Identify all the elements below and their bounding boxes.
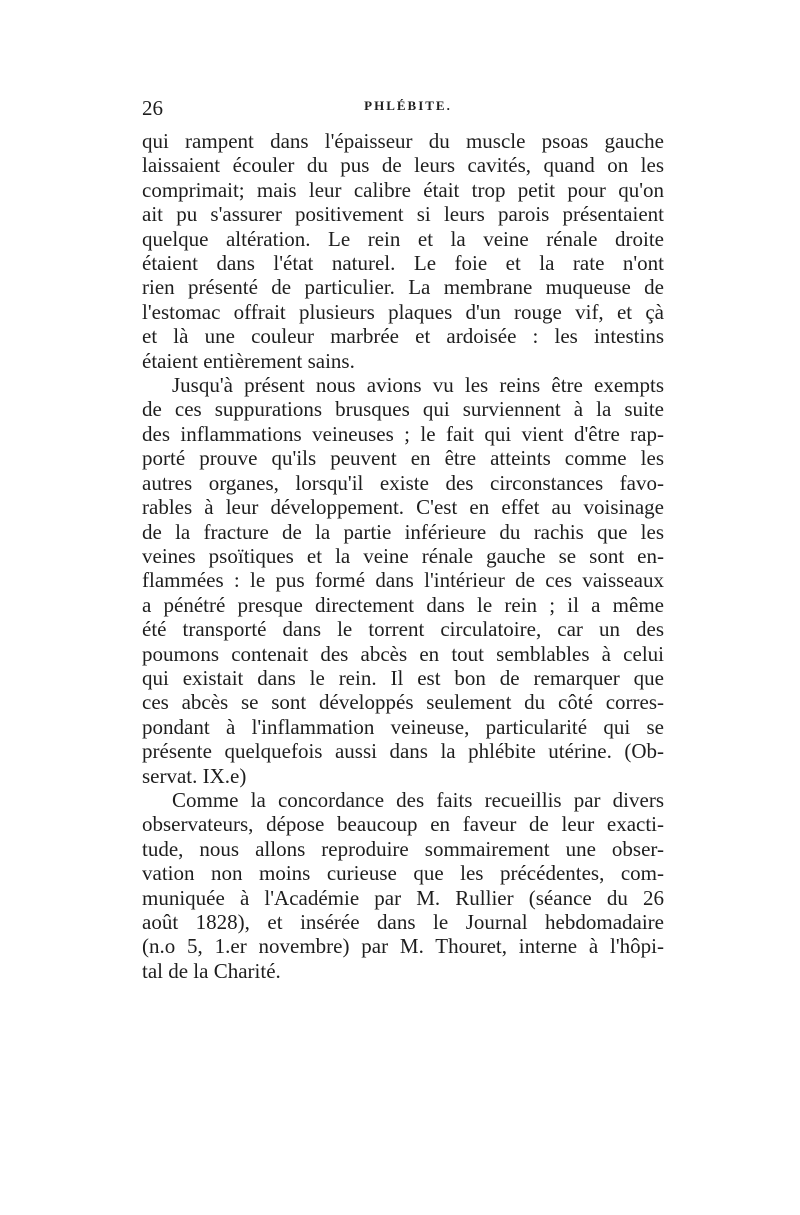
text-line: autres organes, lorsqu'il existe des circonstances favo- <box>142 470 664 495</box>
text-line: et là une couleur marbrée et ardoisée : les intestins <box>142 324 664 349</box>
text-line: qui rampent dans l'épaisseur du muscle psoas gauche <box>142 129 664 153</box>
text-line: poumons contenait des abcès en tout semblables à celui <box>142 641 664 666</box>
text-line: étaient entièrement sains. <box>142 348 355 373</box>
text-line: comprimait; mais leur calibre était trop petit pour qu'on <box>142 177 664 202</box>
text-line: des inflammations veineuses ; le fait qui vient d'être rap- <box>142 421 664 446</box>
text-line: servat. IX.e) <box>142 763 247 788</box>
text-line: quelque altération. Le rein et la veine rénale droite <box>142 226 664 251</box>
text-line: été transporté dans le torrent circulatoire, car un des <box>142 617 664 642</box>
text-line: laissaient écouler du pus de leurs cavités, quand on les <box>142 153 664 178</box>
text-line: tal de la Charité. <box>142 958 281 983</box>
text-line: a pénétré presque directement dans le rein ; il a même <box>142 592 664 617</box>
text-line: ait pu s'assurer positivement si leurs parois présentaient <box>142 202 664 227</box>
paragraph-2 <box>142 373 664 788</box>
text-line: août 1828), et insérée dans le Journal hebdomadaire <box>142 910 664 934</box>
text-line: de ces suppurations brusques qui surviennent à la suite <box>142 397 664 422</box>
text-line: Jusqu'à présent nous avions vu les reins être exempts <box>172 373 664 398</box>
text-line: veines psoïtiques et la veine rénale gauche se sont en- <box>142 543 664 568</box>
text-line: (n.o 5, 1.er novembre) par M. Thouret, interne à l'hôpi- <box>142 934 664 959</box>
text-line: ces abcès se sont développés seulement du côté corres- <box>142 690 664 715</box>
text-line: observateurs, dépose beaucoup en faveur de leur exacti- <box>142 812 664 837</box>
text-line: porté prouve qu'ils peuvent en être atteints comme les <box>142 446 664 471</box>
text-line: de la fracture de la partie inférieure du rachis que les <box>142 519 664 544</box>
running-head: PHLÉBITE. <box>364 98 452 113</box>
page-number: 26 <box>142 96 163 120</box>
text-line: l'estomac offrait plusieurs plaques d'un rouge vif, et çà <box>142 299 664 324</box>
body-text <box>142 129 664 983</box>
text-line: rien présenté de particulier. La membrane muqueuse de <box>142 275 664 300</box>
text-line: Comme la concordance des faits recueillis par divers <box>172 787 664 812</box>
text-line: qui existait dans le rein. Il est bon de remarquer que <box>142 665 664 690</box>
text-line: étaient dans l'état naturel. Le foie et la rate n'ont <box>142 251 664 276</box>
page-header <box>142 96 664 120</box>
text-line: rables à leur développement. C'est en effet au voisinage <box>142 495 664 520</box>
text-line: muniquée à l'Académie par M. Rullier (séance du 26 <box>142 885 664 910</box>
paragraph-1 <box>142 129 664 373</box>
text-line: tude, nous allons reproduire sommairement une obser- <box>142 836 664 861</box>
paragraph-3 <box>142 788 664 983</box>
text-line: flammées : le pus formé dans l'intérieur de ces vaisseaux <box>142 568 664 593</box>
text-line: pondant à l'inflammation veineuse, particularité qui se <box>142 714 664 739</box>
text-line: présente quelquefois aussi dans la phlébite utérine. (Ob- <box>142 739 664 764</box>
text-line: vation non moins curieuse que les précédentes, com- <box>142 861 664 886</box>
